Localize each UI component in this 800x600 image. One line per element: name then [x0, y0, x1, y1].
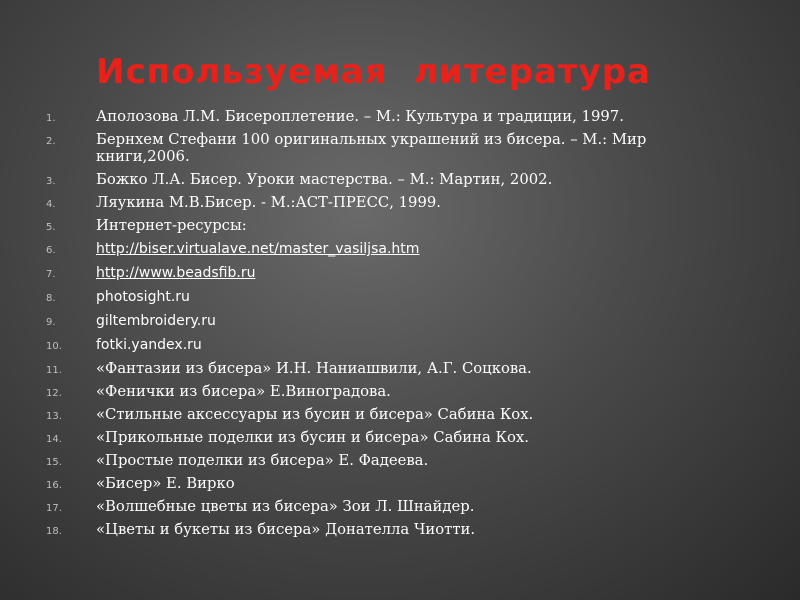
list-item[interactable] — [0, 264, 800, 282]
item-text: «Стильные аксессуары из бусин и бисера» Сабина Кох. — [96, 406, 534, 423]
item-number: 9. — [46, 317, 56, 328]
link-biser-master[interactable]: http://biser.virtualave.net/master_vasiljsa.htm — [96, 241, 420, 257]
item-number: 12. — [46, 388, 62, 399]
item-number: 4. — [46, 199, 56, 210]
list-item[interactable] — [0, 240, 800, 258]
link-beadsfib[interactable]: http://www.beadsfib.ru — [96, 265, 256, 281]
item-number: 15. — [46, 457, 62, 468]
item-number: 1. — [46, 113, 56, 124]
item-number: 13. — [46, 411, 62, 422]
item-text: Бернхем Стефани 100 оригинальных украшений из бисера. – М.: Мир книги,2006. — [96, 131, 647, 165]
list-item — [0, 498, 800, 515]
item-number: 11. — [46, 365, 62, 376]
list-item — [0, 521, 800, 538]
item-text: «Бисер» Е. Вирко — [96, 475, 235, 492]
item-number: 8. — [46, 293, 56, 304]
item-text: «Фантазии из бисера» И.Н. Наниашвили, А.Г. Соцкова. — [96, 360, 532, 377]
item-number: 17. — [46, 503, 62, 514]
item-number: 18. — [46, 526, 62, 537]
list-item — [0, 406, 800, 423]
list-item — [0, 194, 800, 211]
item-text: «Прикольные поделки из бусин и бисера» Сабина Кох. — [96, 429, 529, 446]
reference-list — [0, 108, 800, 544]
list-item — [0, 217, 800, 234]
item-text: fotki.yandex.ru — [96, 337, 202, 353]
list-item — [0, 336, 800, 354]
item-number: 7. — [46, 269, 56, 280]
item-text: «Простые поделки из бисера» Е. Фадеева. — [96, 452, 429, 469]
list-item — [0, 171, 800, 188]
list-item — [0, 383, 800, 400]
item-text: Аполозова Л.М. Бисероплетение. – М.: Культура и традиции, 1997. — [96, 108, 624, 125]
item-number: 10. — [46, 341, 62, 352]
list-item — [0, 288, 800, 306]
slide-title: Используемая литература — [96, 52, 652, 92]
item-text: photosight.ru — [96, 289, 190, 305]
item-text: Божко Л.А. Бисер. Уроки мастерства. – М.: Мартин, 2002. — [96, 171, 553, 188]
list-item — [0, 312, 800, 330]
list-item — [0, 108, 800, 125]
item-number: 3. — [46, 176, 56, 187]
list-item — [0, 475, 800, 492]
item-text: «Цветы и букеты из бисера» Донателла Чиотти. — [96, 521, 476, 538]
item-text: Ляукина М.В.Бисер. - М.:АСТ-ПРЕСС, 1999. — [96, 194, 441, 211]
item-text: giltembroidery.ru — [96, 313, 216, 329]
item-number: 6. — [46, 245, 56, 256]
list-item — [0, 452, 800, 469]
item-number: 16. — [46, 480, 62, 491]
list-item — [0, 131, 800, 165]
item-text: «Волшебные цветы из бисера» Зои Л. Шнайдер. — [96, 498, 475, 515]
item-number: 14. — [46, 434, 62, 445]
item-text: «Фенички из бисера» Е.Виноградова. — [96, 383, 391, 400]
item-text: Интернет-ресурсы: — [96, 217, 247, 234]
item-number: 2. — [46, 136, 56, 147]
list-item — [0, 429, 800, 446]
list-item — [0, 360, 800, 377]
item-number: 5. — [46, 222, 56, 233]
